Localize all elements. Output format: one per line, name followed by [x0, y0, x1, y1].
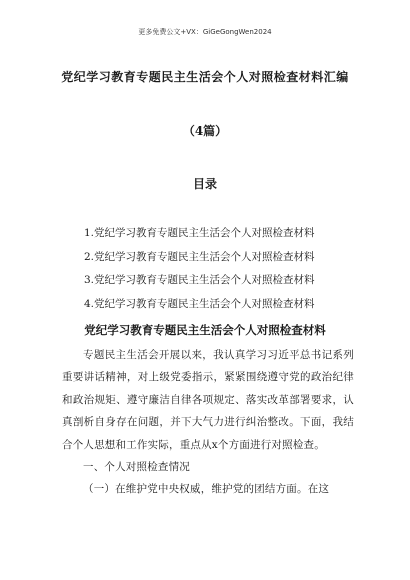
subsection-paragraph: （一）在维护党中央权威，维护党的团结方面。在这: [83, 483, 330, 496]
toc-item[interactable]: 1.党纪学习教育专题民主生活会个人对照检查材料: [84, 227, 315, 239]
body-paragraph: 专题民主生活会开展以来，我认真学习习近平总书记系列重要讲话精神，对上级党委指示，紧紧围绕遵守党的政治纪律和政治规矩、遵守廉洁自律各项规定、落实改革部署要求，认真剖析自身存在问题，并下大气力进行纠治整改。下面，我结合个人思想和工作实际，重点从x个方面进行对照检查。: [62, 349, 354, 451]
article-title: 党纪学习教育专题民主生活会个人对照检查材料: [84, 323, 326, 337]
header-note: 更多免费公文+VX：GiGeGongWen2024: [138, 28, 272, 36]
document-title: 党纪学习教育专题民主生活会个人对照检查材料汇编: [61, 70, 349, 84]
section-heading: 一、个人对照检查情况: [83, 461, 190, 474]
toc-list: [84, 222, 384, 316]
article-body: [62, 344, 354, 501]
toc-item[interactable]: 2.党纪学习教育专题民主生活会个人对照检查材料: [84, 250, 315, 263]
article-count: （4篇）: [182, 124, 228, 138]
toc-item[interactable]: 3.党纪学习教育专题民主生活会个人对照检查材料: [84, 274, 315, 286]
toc-item[interactable]: 4.党纪学习教育专题民主生活会个人对照检查材料: [84, 297, 315, 310]
toc-heading: 目录: [192, 177, 217, 191]
